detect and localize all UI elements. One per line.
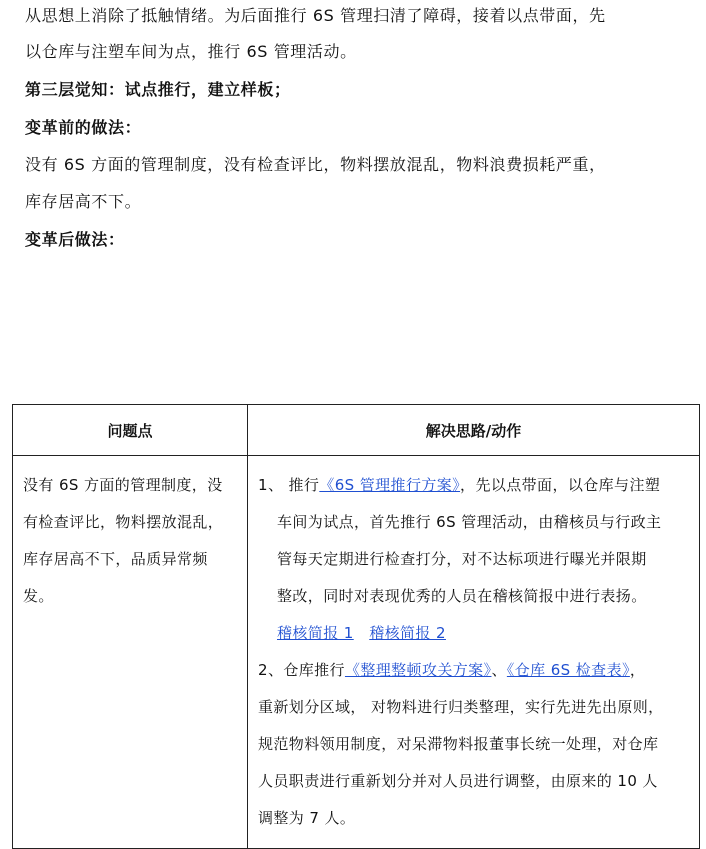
heading-before-change: 变革前的做法： bbox=[25, 118, 142, 137]
solution-item1-line-3: 管每天定期进行检查打分，对不达标项进行曝光并限期 bbox=[277, 550, 647, 568]
solution-item1-line-2: 车间为试点，首先推行 6S 管理活动，由稽核员与行政主 bbox=[277, 513, 662, 531]
paragraph-before-line-2: 库存居高不下。 bbox=[25, 192, 142, 211]
solution-item2-line-2: 重新划分区域， 对物料进行归类整理，实行先进先出原则， bbox=[258, 698, 664, 716]
header-solution: 解决思路/动作 bbox=[248, 405, 700, 456]
table-header-row bbox=[13, 405, 700, 456]
paragraph-before-line-1: 没有 6S 方面的管理制度，没有检查评比，物料摆放混乱，物料浪费损耗严重， bbox=[25, 155, 606, 174]
solution-item2-line-5: 调整为 7 人。 bbox=[258, 809, 356, 827]
problem-line-1: 没有 6S 方面的管理制度，没 bbox=[23, 476, 223, 494]
solution-cell bbox=[248, 456, 700, 849]
paragraph-line-1: 从思想上消除了抵触情绪。为后面推行 6S 管理扫清了障碍，接着以点带面，先 bbox=[25, 6, 606, 25]
link-warehouse-checklist[interactable]: 《仓库 6S 检查表》 bbox=[506, 661, 630, 679]
heading-after-change: 变革后做法： bbox=[25, 230, 125, 249]
item1-rest: ，先以点带面，以仓库与注塑 bbox=[460, 476, 661, 494]
link-brief-1[interactable]: 稽核简报 1 bbox=[277, 624, 354, 642]
problem-line-3: 库存居高不下，品质异常频 bbox=[23, 550, 208, 568]
item2-sep: 、 bbox=[491, 661, 507, 679]
link-sorting-plan[interactable]: 《整理整顿攻关方案》 bbox=[344, 661, 492, 679]
comparison-table bbox=[12, 404, 700, 849]
paragraph-line-2: 以仓库与注塑车间为点，推行 6S 管理活动。 bbox=[25, 42, 357, 61]
item1-prefix: 1、 推行 bbox=[258, 476, 320, 494]
link-6s-plan[interactable]: 《6S 管理推行方案》 bbox=[319, 476, 461, 494]
problem-cell bbox=[13, 456, 248, 849]
solution-item1-line-4: 整改，同时对表现优秀的人员在稽核简报中进行表扬。 bbox=[277, 587, 647, 605]
item2-end: ， bbox=[629, 661, 646, 679]
item2-prefix: 2、仓库推行 bbox=[258, 661, 345, 679]
problem-line-2: 有检查评比，物料摆放混乱， bbox=[23, 513, 224, 531]
solution-item2-first-line bbox=[258, 659, 645, 680]
header-problem: 问题点 bbox=[13, 405, 248, 456]
solution-item2-line-3: 规范物料领用制度，对呆滞物料报董事长统一处理，对仓库 bbox=[258, 735, 659, 753]
table-row bbox=[13, 456, 700, 849]
section-heading-third-level: 第三层觉知：试点推行，建立样板； bbox=[25, 80, 291, 99]
link-brief-2[interactable]: 稽核简报 2 bbox=[369, 624, 446, 642]
solution-item2-line-4: 人员职责进行重新划分并对人员进行调整，由原来的 10 人 bbox=[258, 772, 658, 790]
solution-item1-first-line bbox=[258, 474, 660, 495]
brief-links bbox=[277, 622, 446, 643]
problem-line-4: 发。 bbox=[23, 587, 54, 605]
